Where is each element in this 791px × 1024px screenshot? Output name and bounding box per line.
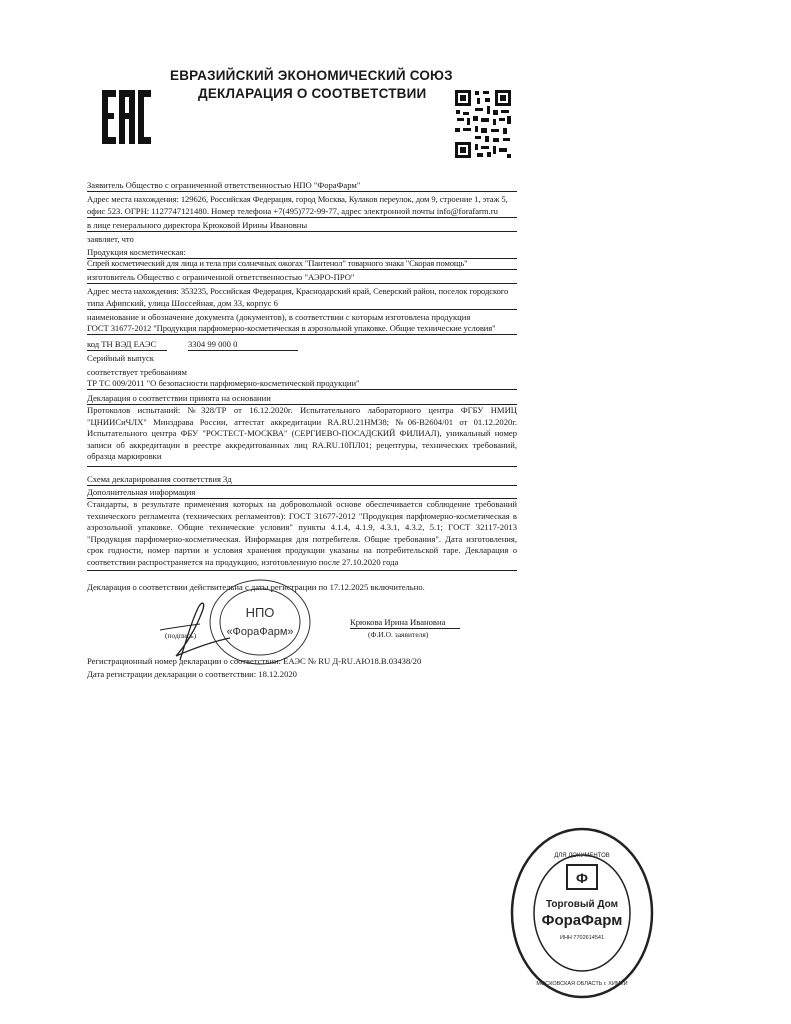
svg-text:НПО: НПО	[245, 605, 275, 620]
declares: заявляет, что	[87, 234, 134, 244]
stamp-inn: ИНН 7702614541	[559, 935, 605, 941]
svg-text:«ФораФарм»: «ФораФарм»	[226, 626, 294, 638]
technical-regulation: ТР ТС 009/2011 "О безопасности парфюмерно-косметической продукции"	[87, 378, 517, 390]
manufacturer-address-1: Адрес места нахождения: 353235, Российская Федерация, Краснодарский край, Северский район, поселок городского	[87, 286, 509, 296]
product-name: Спрей косметический для лица и тела при солнечных ожогах "Пантенол" товарного знака "Скорая помощь"	[87, 258, 517, 270]
validity: Декларация о соответствии действительна с даты регистрации по 17.12.2025 включительно.	[87, 582, 425, 592]
complies-label: соответствует требованиям	[87, 367, 187, 377]
signatory-caption: (Ф.И.О. заявителя)	[368, 630, 429, 639]
serial-release: Серийный выпуск	[87, 353, 154, 363]
extra-info-label: Дополнительная информация	[87, 487, 517, 499]
extra-info-text: Стандарты, в результате применения которых на добровольной основе обеспечивается соблюдение требований технического регламента (технических регламентов): ГОСТ 31677-2012 "Продукция парфюмерно-косметическая в аэрозольной упаковке. Общие технические условия" пункты 4.1.4, 4.1.9, 4.3.1, 4.3.2, 5.1; ГОСТ 32117-2013 "Продукция парфюмерно-косметическая. Информация для потребителя. Общие требования". Дата изготовления, срок годности, номер партии и условия хранения продукции указаны на потребительской таре. Декларация о соответствии распространяется на продукцию, изготовленную после 27.10.2020 года	[87, 499, 517, 571]
director: в лице генерального директора Крюковой Ирины Ивановны	[87, 220, 517, 232]
basis-text: Протоколов испытаний: №328/ТР от 16.12.2020г. Испытательного лабораторного центра ФГБУ НМИЦ "ЦНИИСиЧЛХ" Минздрава России, аттестат аккредитации RA.RU.21НМ38; №06-В2604/01 от 01.12.2020г. Испытательного центра ФБУ "РОСТЕСТ-МОСКВА" (СЕРГИЕВО-ПОСАДСКИЙ ФИЛИАЛ), уникальный номер записи об аккредитации в реестре аккредитованных лиц RA.RU.10ПЛ01; рецептуры, технических требований, образца маркировки	[87, 405, 517, 467]
manufacturer-address-2: типа Афипский, улица Шоссейная, дом 33, корпус 6	[87, 298, 517, 310]
documents-value: ГОСТ 31677-2012 "Продукция парфюмерно-косметическая в аэрозольной упаковке. Общие технические условия"	[87, 323, 517, 335]
company-stamp-icon	[507, 825, 657, 1000]
scheme: Схема декларирования соответствия 3д	[87, 474, 517, 486]
stamp-docs: ДЛЯ ДОКУМЕНТОВ	[554, 853, 610, 859]
documents-label: наименование и обозначение документа (документов), в соответствии с которым изготовлена продукция	[87, 312, 471, 322]
registration-number: Регистрационный номер декларации о соответствии: ЕАЭС № RU Д-RU.АЮ18.В.03438/20	[87, 656, 422, 666]
applicant-address-1: Адрес места нахождения: 129626, Российская Федерация, город Москва, Кулаков переулок, дом 9, строение 1, этаж 5,	[87, 194, 508, 204]
eac-logo-icon	[98, 82, 154, 152]
registration-date: Дата регистрации декларации о соответствии: 18.12.2020	[87, 669, 297, 679]
title-line-2: ДЕКЛАРАЦИЯ О СООТВЕТСТВИИ	[198, 86, 427, 101]
product-label: Продукция косметическая:	[87, 247, 517, 259]
tn-ved-code: 3304 99 000 0	[188, 339, 298, 351]
applicant-address-2: офис 523. ОГРН: 1127747121480. Номер телефона +7(495)772-99-77, адрес электронной почты info@forafarm.ru	[87, 206, 517, 218]
signature-caption: (подпись)	[165, 631, 197, 640]
stamp-line-2: ФораФарм	[541, 912, 623, 929]
tn-ved-label: код ТН ВЭД ЕАЭС	[87, 339, 167, 351]
manufacturer: изготовитель Общество с ограниченной ответственностью "АЭРО-ПРО"	[87, 272, 517, 284]
signatory-name: Крюкова Ирина Ивановна	[350, 617, 460, 629]
qr-code-icon	[453, 88, 513, 160]
stamp-region: МОСКОВСКАЯ ОБЛАСТЬ г. ХИМКИ	[536, 981, 628, 987]
stamp-line-1: Торговый Дом	[545, 899, 619, 910]
applicant: Заявитель Общество с ограниченной ответственностью НПО "ФораФарм"	[87, 180, 517, 192]
svg-text:Ф: Ф	[576, 870, 588, 886]
basis-label: Декларация о соответствии принята на основании	[87, 393, 517, 405]
title-line-1: ЕВРАЗИЙСКИЙ ЭКОНОМИЧЕСКИЙ СОЮЗ	[170, 68, 453, 83]
